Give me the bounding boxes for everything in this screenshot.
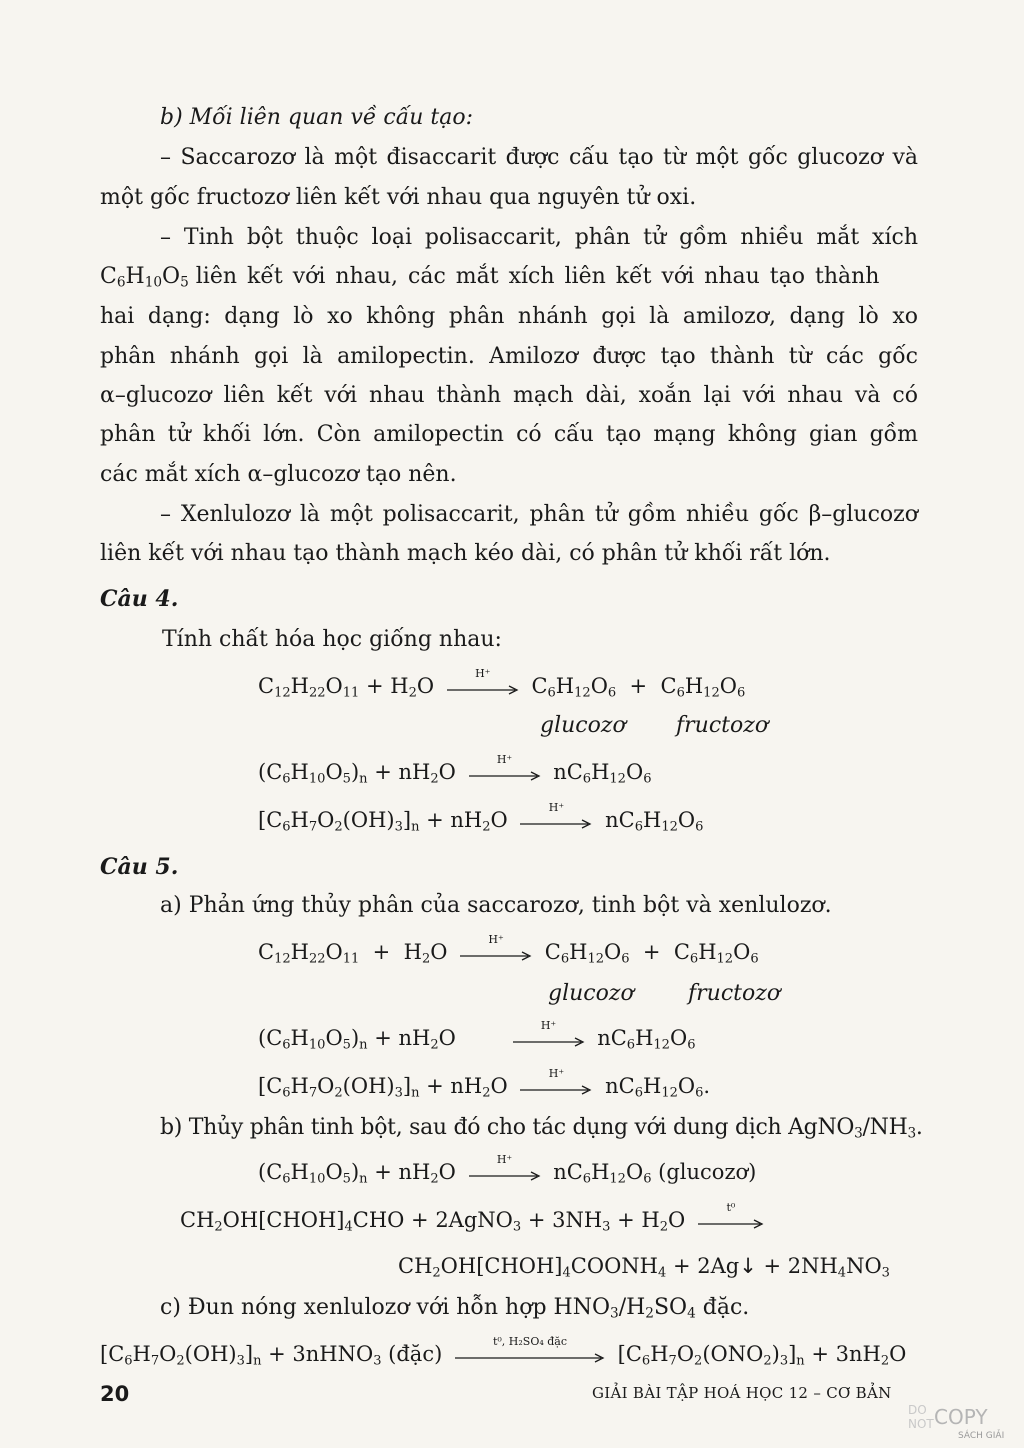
part-c-tail: đặc. — [702, 1295, 750, 1320]
equation-silver-mirror: $CH_2OH[CHOH]_4CHO$ + 2AgNO$_3$ + $3NH_3 + H_2O$ t⁰ — [180, 1206, 770, 1234]
arrow-icon — [469, 1152, 541, 1186]
label-glucozo: (glucozơ) — [658, 1160, 757, 1184]
arrow-label: H⁺ — [540, 1018, 557, 1032]
equation-sucrose-hydrolysis: $C_{12}H_{22}O_{11} + H_2O$ H⁺ $C_6H_{12}O_6 + C_6H_{12}O_6$ — [258, 932, 759, 967]
arrow-label: H⁺ — [475, 666, 491, 680]
paragraph-line: phân tử khối lớn. Còn amilopectin có cấu tạo mạng không gian gồm — [100, 422, 918, 447]
watermark-text: NOT — [908, 1417, 934, 1431]
arrow-icon — [447, 666, 519, 700]
watermark-logo — [906, 1400, 1016, 1442]
arrow-label: H⁺ — [548, 1066, 565, 1080]
watermark-text: SÁCH GIẢI — [958, 1431, 1005, 1441]
equation-nitration: $[C_6H_7O_2(OH)_3]_n$ + 3nHNO$_3$ (đặc) t⁰, H₂SO₄ đặc $[C_6H_7O_2(ONO_2)_3]_n + 3nH_2O$ — [100, 1334, 907, 1369]
cau4-intro: Tính chất hóa học giống nhau: — [162, 627, 502, 652]
arrow-icon — [513, 1018, 585, 1052]
cau5-part-c: c) Đun nóng xenlulozơ với hỗn hợp $HNO_3/H_2SO_4$ đặc. — [160, 1295, 750, 1322]
section-b-heading: b) Mối liên quan về cấu tạo: — [160, 105, 473, 130]
paragraph-line: – Tinh bột thuộc loại polisaccarit, phân tử gồm nhiều mắt xích — [160, 225, 918, 250]
page-footer: GIẢI BÀI TẬP HOÁ HỌC 12 – CƠ BẢN — [592, 1384, 892, 1402]
cau4-heading: Câu 4. — [100, 586, 179, 612]
paragraph-line: các mắt xích α–glucozơ tạo nên. — [100, 462, 457, 487]
watermark-text: DO — [908, 1403, 927, 1417]
equation-sucrose-hydrolysis: $C_{12}H_{22}O_{11} + H_2O$ H⁺ $C_6H_{12}O_6 + C_6H_{12}O_6$ — [258, 666, 746, 701]
arrow-label: t⁰ — [726, 1200, 736, 1214]
part-c-text: c) Đun nóng xenlulozơ với hỗn hợp HNO — [160, 1295, 611, 1320]
arrow-icon — [469, 752, 541, 786]
equation-starch-hydrolysis: $(C_6H_{10}O_5)_n + nH_2O$ H⁺ $nC_6H_{12}O_6$ — [258, 1018, 696, 1053]
paragraph-line: α–glucozơ liên kết với nhau thành mạch dài, xoắn lại với nhau và có — [100, 383, 918, 408]
paragraph-line: liên kết với nhau tạo thành mạch kéo dài, có phân tử khối rất lớn. — [100, 541, 831, 566]
paragraph-line: – Saccarozơ là một đisaccarit được cấu tạo từ một gốc glucozơ và — [160, 145, 918, 170]
arrow-label: H⁺ — [496, 752, 513, 766]
arrow-label: H⁺ — [496, 1152, 513, 1166]
arrow-label: H⁺ — [488, 932, 504, 946]
cau5-heading: Câu 5. — [100, 854, 179, 880]
equation-starch-to-glucose: $(C_6H_{10}O_5)_n + nH_2O$ H⁺ $nC_6H_{12}O_6$ (glucozơ) — [258, 1152, 757, 1187]
arrow-icon — [460, 932, 532, 966]
cau5-part-b: b) Thủy phân tinh bột, sau đó cho tác dụng với dung dịch $AgNO_3/NH_3$. — [160, 1115, 923, 1142]
label-glucozo: glucozơ — [548, 981, 634, 1006]
label-fructozo: fructozơ — [688, 981, 781, 1006]
page-number: 20 — [100, 1382, 130, 1406]
arrow-label: H⁺ — [548, 800, 565, 814]
paragraph-tail: liên kết với nhau, các mắt xích liên kết với nhau tạo thành — [195, 264, 880, 289]
paragraph-line: – Xenlulozơ là một polisaccarit, phân tử gồm nhiều gốc β–glucozơ — [160, 502, 918, 527]
equation-cellulose-hydrolysis: $[C_6H_7O_2(OH)_3]_n + nH_2O$ H⁺ $nC_6H_{12}O_6$. — [258, 1066, 711, 1101]
arrow-icon — [520, 800, 592, 834]
arrow-icon — [698, 1200, 764, 1234]
label-glucozo: glucozơ — [540, 713, 626, 738]
paragraph-line — [100, 263, 879, 291]
paragraph-line: hai dạng: dạng lò xo không phân nhánh gọi là amilozơ, dạng lò xo — [100, 304, 918, 329]
arrow-icon — [455, 1334, 605, 1368]
cau5-part-a: a) Phản ứng thủy phân của saccarozơ, tinh bột và xenlulozơ. — [160, 893, 832, 918]
label-fructozo: fructozơ — [676, 713, 769, 738]
arrow-icon — [520, 1066, 592, 1100]
equation-silver-mirror-products: $CH_2OH[CHOH]_4COONH_4$ + 2Ag↓ + $2NH_4NO_3$ — [398, 1254, 890, 1281]
paragraph-line: phân nhánh gọi là amilopectin. Amilozơ được tạo thành từ các gốc — [100, 344, 918, 369]
arrow-label: t⁰, H₂SO₄ đặc — [492, 1334, 567, 1348]
part-b-text: b) Thủy phân tinh bột, sau đó cho tác dụng với dung dịch AgNO — [160, 1115, 855, 1140]
label-dac: (đặc) — [388, 1342, 443, 1366]
formula-c6h10o5: $C_6H_{10}O_5$ — [100, 264, 189, 291]
equation-starch-hydrolysis: $(C_6H_{10}O_5)_n + nH_2O$ H⁺ $nC_6H_{12}O_6$ — [258, 752, 652, 787]
equation-cellulose-hydrolysis: $[C_6H_7O_2(OH)_3]_n + nH_2O$ H⁺ $nC_6H_{12}O_6$ — [258, 800, 704, 835]
watermark-text: COPY — [934, 1405, 988, 1429]
paragraph-line: một gốc fructozơ liên kết với nhau qua nguyên tử oxi. — [100, 185, 697, 210]
